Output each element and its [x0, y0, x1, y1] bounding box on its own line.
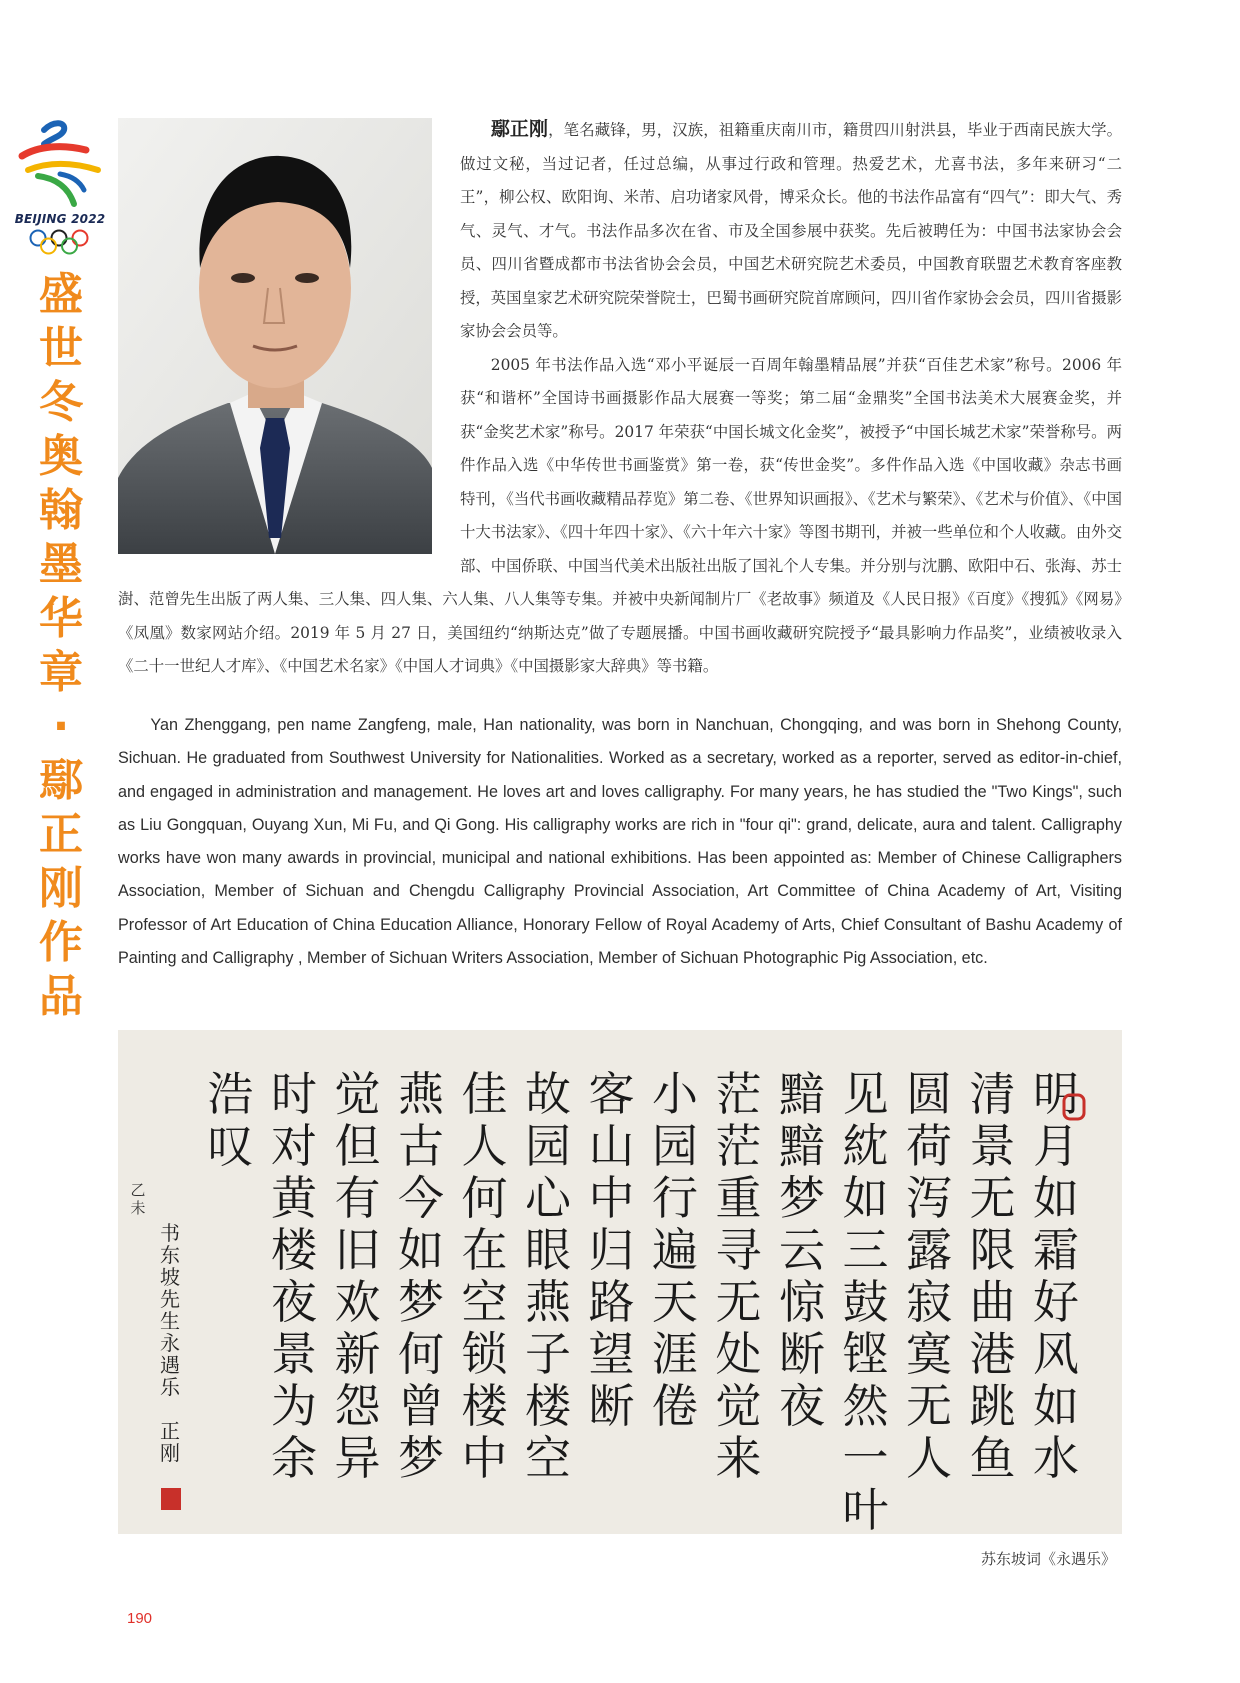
beijing-2022-emblem-icon: [14, 118, 106, 213]
calligraphy-column: 时对黄楼夜景为余: [271, 1067, 317, 1485]
calligraphy-column: 觉但有旧欢新怨异: [334, 1067, 381, 1485]
calligraphy-column: 小园行遍天涯倦: [652, 1067, 698, 1433]
section-title: 盛世冬奥翰墨华章·鄢正刚作品: [39, 269, 83, 1022]
olympic-rings-icon: [28, 228, 90, 256]
calligraphy-column: 浩叹: [207, 1067, 254, 1173]
seal-stamp-signature: [161, 1488, 181, 1510]
calligraphy-column: 茫茫重寻无处觉来: [715, 1067, 762, 1485]
artist-name: 鄢正刚: [490, 118, 549, 140]
calligraphy-column: 燕古今如梦何曾梦: [398, 1067, 444, 1485]
chinese-biography: [118, 113, 1122, 684]
artwork-caption: 苏东坡词《永遇乐》: [980, 1550, 1116, 1568]
page-number: 190: [127, 1610, 153, 1627]
english-biography: [118, 709, 1122, 975]
calligraphy-column: 客山中归路望断: [588, 1067, 635, 1433]
biography-paragraph-1: 鄢正刚，笔名藏锋，男，汉族，祖籍重庆南川市，籍贯四川射洪县，毕业于西南民族大学。做过文秘，当过记者，任过总编，从事过行政和管理。热爱艺术，尤喜书法，多年来研习“二王”，柳公权、欧阳询、米芾、启功诸家风骨，博采众长。他的书法作品富有“四气”：即大气、秀气、灵气、才气。书法作品多次在省、市及全国参展中获奖。先后被聘任为：中国书法家协会会员、四川省暨成都市书法省协会会员，中国艺术研究院艺术委员，中国教育联盟艺术教育客座教授，英国皇家艺术研究院荣誉院士，巴蜀书画研究院首席顾问，四川省作家协会会员，四川省摄影家协会会员等。: [460, 118, 1122, 340]
calligraphy-column: 明月如霜好风如水: [1033, 1067, 1079, 1485]
calligraphy-column: 佳人何在空锁楼中: [461, 1067, 508, 1485]
beijing-2022-wordmark: BEIJING 2022: [14, 212, 106, 226]
calligraphy-column: 故园心眼燕子楼空: [525, 1067, 571, 1485]
biography-paragraph-2: 2005 年书法作品入选“邓小平诞辰一百周年翰墨精品展”并获“百佳艺术家”称号。2006 年获“和谐杯”全国诗书画摄影作品大展赛一等奖；第二届“金鼎奖”全国书法美术大展赛金奖，并获“金奖艺术家”称号。2017 年荣获“中国长城文化金奖”，被授予“中国长城艺术家”荣誉称号。两件作品入选《中华传世书画鉴赏》第一卷，获“传世金奖”。多件作品入选《中国收藏》杂志书画特刊，《当代书画收藏精品荐览》第二卷、《世界知识画报》、《艺术与繁荣》、《艺术与价值》、《中国十大书法家》、《四十年四十家》、《六十年六十家》等图书期刊，并被一些单位和个人收藏。由外交部、中国侨联、中国当代美术出版社出版了国礼个人专集。并分别与沈鹏、欧阳中石、张海、苏士澍、范曾先生出版了两人集、三人集、四人集、六人集、八人集等专集。并被中央新闻制片厂《老故事》频道及《人民日报》《百度》《搜狐》《网易》《凤凰》数家网站介绍。2019 年 5 月 27 日，美国纽约“纳斯达克”做了专题展播。中国书画收藏研究院授予“最具影响力作品奖”，业绩被收录入《二十一世纪人才库》、《中国艺术名家》《中国人才词典》《中国摄影家大辞典》等书籍。: [118, 355, 1122, 675]
english-biography-text: Yan Zhenggang, pen name Zangfeng, male, Han nationality, was born in Nanchuan, Chongqing, and was born in Shehong County, Sichuan. He graduated from Southwest University for Nationalities. Worked as a secretary, worked as a reporter, served as editor-in-chief, and engaged in administration and management. He loves art and loves calligraphy. For many years, he has studied the "Two Kings", such as Liu Gongquan, Ouyang Xun, Mi Fu, and Qi Gong. His calligraphy works are rich in "four qi": grand, delicate, aura and talent. Calligraphy works have won many awards in provincial, municipal and national exhibitions. Has been appointed as: Member of Chinese Calligraphers Association, Member of Sichuan and Chengdu Calligraphy Provincial Association, Art Committee of China Academy of Art, Visiting Professor of Art Education of China Education Alliance, Honorary Fellow of Royal Academy of Arts, Chief Consultant of Bashu Academy of Painting and Calligraphy , Member of Sichuan Writers Association, Member of Sichuan Photographic Pig Association, etc.: [118, 716, 1122, 968]
signature-inscription: 书东坡先生永遇乐 正刚: [160, 1221, 180, 1465]
calligraphy-column: 见紞如三鼓铿然一叶: [842, 1067, 889, 1534]
date-inscription: 乙未: [130, 1181, 146, 1217]
calligraphy-artwork: [118, 1030, 1122, 1534]
calligraphy-column: 清景无限曲港跳鱼: [969, 1067, 1016, 1485]
calligraphy-column: 圆荷泻露寂寞无人: [906, 1067, 952, 1485]
calligraphy-column: 黯黯梦云惊断夜: [779, 1067, 825, 1433]
